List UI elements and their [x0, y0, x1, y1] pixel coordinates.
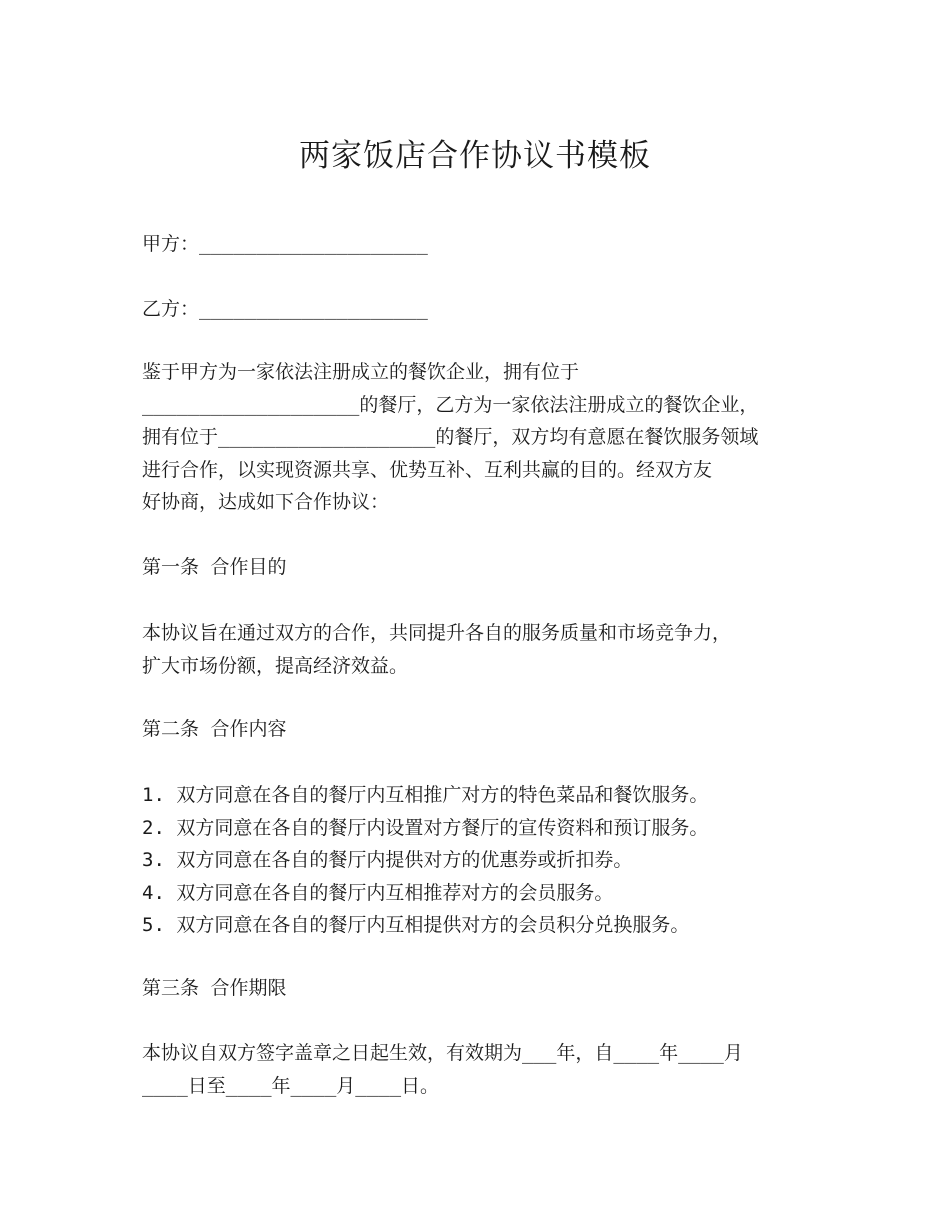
preamble-line: ___________________的餐厅，乙方为一家依法注册成立的餐饮企业， [142, 393, 759, 416]
list-item: 3. 双方同意在各自的餐厅内提供对方的优惠券或折扣券。 [142, 849, 633, 871]
preamble-line: 好协商，达成如下合作协议： [142, 491, 390, 513]
article3-line: ____日至____年____月____日。 [142, 1074, 440, 1097]
article2-list [142, 779, 822, 942]
article1-heading: 第一条 合作目的 [142, 556, 287, 578]
list-item: 1. 双方同意在各自的餐厅内互相推广对方的特色菜品和餐饮服务。 [142, 784, 709, 806]
list-item: 4. 双方同意在各自的餐厅内互相推荐对方的会员服务。 [142, 881, 614, 904]
article1-line: 本协议旨在通过双方的合作，共同提升各自的服务质量和市场竞争力， [142, 622, 732, 644]
preamble-line: 拥有位于___________________的餐厅，双方均有意愿在餐饮服务领域 [142, 426, 759, 448]
preamble-paragraph [142, 356, 822, 519]
article3-body [142, 1037, 822, 1102]
party-a-line: 甲方：____________________ [142, 233, 428, 255]
document-title: 两家饭店合作协议书模板 [299, 138, 651, 174]
article2-heading: 第二条 合作内容 [142, 718, 287, 740]
article1-body [142, 617, 822, 682]
article3-line: 本协议自双方签字盖章之日起生效，有效期为___年，自____年____月 [142, 1042, 743, 1064]
party-b-line: 乙方：____________________ [142, 298, 428, 320]
article3-heading: 第三条 合作期限 [142, 977, 287, 999]
list-item: 2. 双方同意在各自的餐厅内设置对方餐厅的宣传资料和预订服务。 [142, 816, 709, 839]
article1-line: 扩大市场份额，提高经济效益。 [142, 654, 409, 677]
preamble-line: 鉴于甲方为一家依法注册成立的餐饮企业，拥有位于 [142, 361, 580, 383]
preamble-line: 进行合作，以实现资源共享、优势互补、互利共赢的目的。经双方友 [142, 458, 713, 481]
list-item: 5. 双方同意在各自的餐厅内互相提供对方的会员积分兑换服务。 [142, 914, 690, 936]
